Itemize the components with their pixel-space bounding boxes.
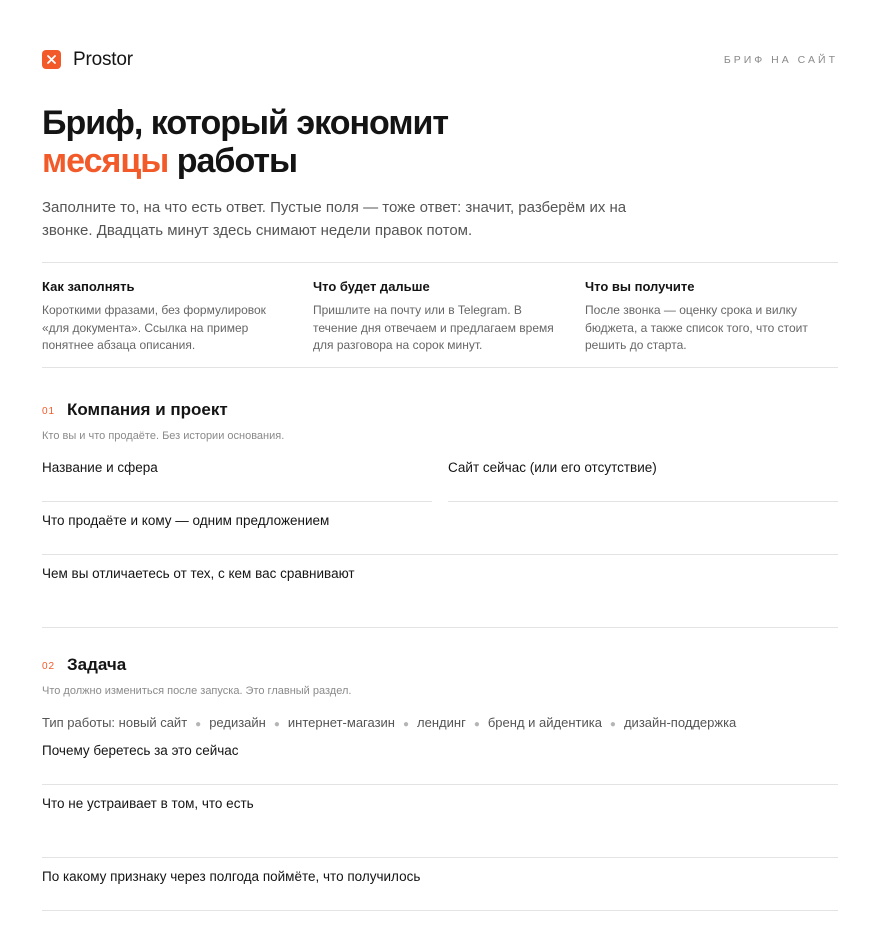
field-label: Название и сфера bbox=[42, 460, 158, 475]
section-number: 01 bbox=[42, 406, 56, 417]
info-how-to-fill bbox=[42, 279, 287, 355]
title-rest: работы bbox=[168, 142, 298, 180]
field-label: Сайт сейчас (или его отсутствие) bbox=[448, 460, 657, 475]
section-subtitle: Кто вы и что продаёте. Без истории основания. bbox=[42, 430, 285, 442]
title-line-1: Бриф, который экономит bbox=[42, 104, 449, 142]
field-label: Чем вы отличаетесь от тех, с кем вас сравнивают bbox=[42, 566, 355, 581]
current-issues-field[interactable] bbox=[42, 795, 838, 858]
info-title: Что вы получите bbox=[585, 279, 695, 294]
page-title bbox=[42, 104, 448, 180]
work-type-option[interactable]: интернет-магазин bbox=[287, 715, 395, 730]
info-what-you-get bbox=[585, 279, 830, 355]
close-icon[interactable] bbox=[42, 50, 61, 69]
separator-dot: ● bbox=[473, 719, 480, 730]
field-label: Почему беретесь за это сейчас bbox=[42, 743, 239, 758]
lead-text: Заполните то, на что есть ответ. Пустые поля — тоже ответ: значит, разберём их на звонке. Двадцать минут здесь снимают недели правок потом. bbox=[42, 199, 627, 239]
section-title: Задача bbox=[67, 655, 127, 674]
info-what-next bbox=[313, 279, 558, 355]
site-header bbox=[42, 48, 838, 72]
info-text: После звонка — оценку срока и вилку бюджета, а также список того, что стоит решить до старта. bbox=[585, 303, 808, 352]
difference-field[interactable] bbox=[42, 565, 838, 628]
info-title: Как заполнять bbox=[42, 279, 135, 294]
info-title: Что будет дальше bbox=[313, 279, 430, 294]
info-text: Короткими фразами, без формулировок «для документа». Ссылка на пример понятнее абзаца описания. bbox=[42, 303, 266, 352]
brief-link[interactable]: БРИФ НА САЙТ bbox=[723, 54, 838, 66]
work-type-label: Тип работы: bbox=[42, 715, 116, 730]
field-label: Что продаёте и кому — одним предложением bbox=[42, 513, 330, 528]
separator-dot: ● bbox=[195, 719, 202, 730]
title-accent: месяцы bbox=[42, 142, 169, 180]
field-label: Что не устраивает в том, что есть bbox=[42, 796, 254, 811]
separator-dot: ● bbox=[273, 719, 280, 730]
work-type-option[interactable]: редизайн bbox=[209, 715, 266, 730]
work-type-selector bbox=[42, 715, 736, 733]
company-name-field[interactable] bbox=[42, 459, 432, 502]
why-now-field[interactable] bbox=[42, 742, 838, 785]
work-type-option[interactable]: дизайн-поддержка bbox=[623, 715, 737, 730]
separator-dot: ● bbox=[609, 719, 616, 730]
info-row bbox=[42, 262, 838, 368]
field-label: По какому признаку через полгода поймёте, что получилось bbox=[42, 869, 421, 884]
work-type-option[interactable]: новый сайт bbox=[118, 715, 188, 730]
section-number: 02 bbox=[42, 661, 56, 672]
product-field[interactable] bbox=[42, 512, 838, 555]
logo[interactable]: Prostor bbox=[73, 49, 133, 70]
info-text: Пришлите на почту или в Telegram. В течение дня отвечаем и предлагаем время для разговора на сорок минут. bbox=[313, 303, 554, 352]
work-type-option[interactable]: лендинг bbox=[417, 715, 466, 730]
section-subtitle: Что должно измениться после запуска. Это главный раздел. bbox=[42, 685, 352, 697]
separator-dot: ● bbox=[403, 719, 410, 730]
section-title: Компания и проект bbox=[67, 400, 228, 419]
current-site-field[interactable] bbox=[448, 459, 838, 502]
success-criteria-field[interactable] bbox=[42, 868, 838, 911]
work-type-option[interactable]: бренд и айдентика bbox=[487, 715, 602, 730]
